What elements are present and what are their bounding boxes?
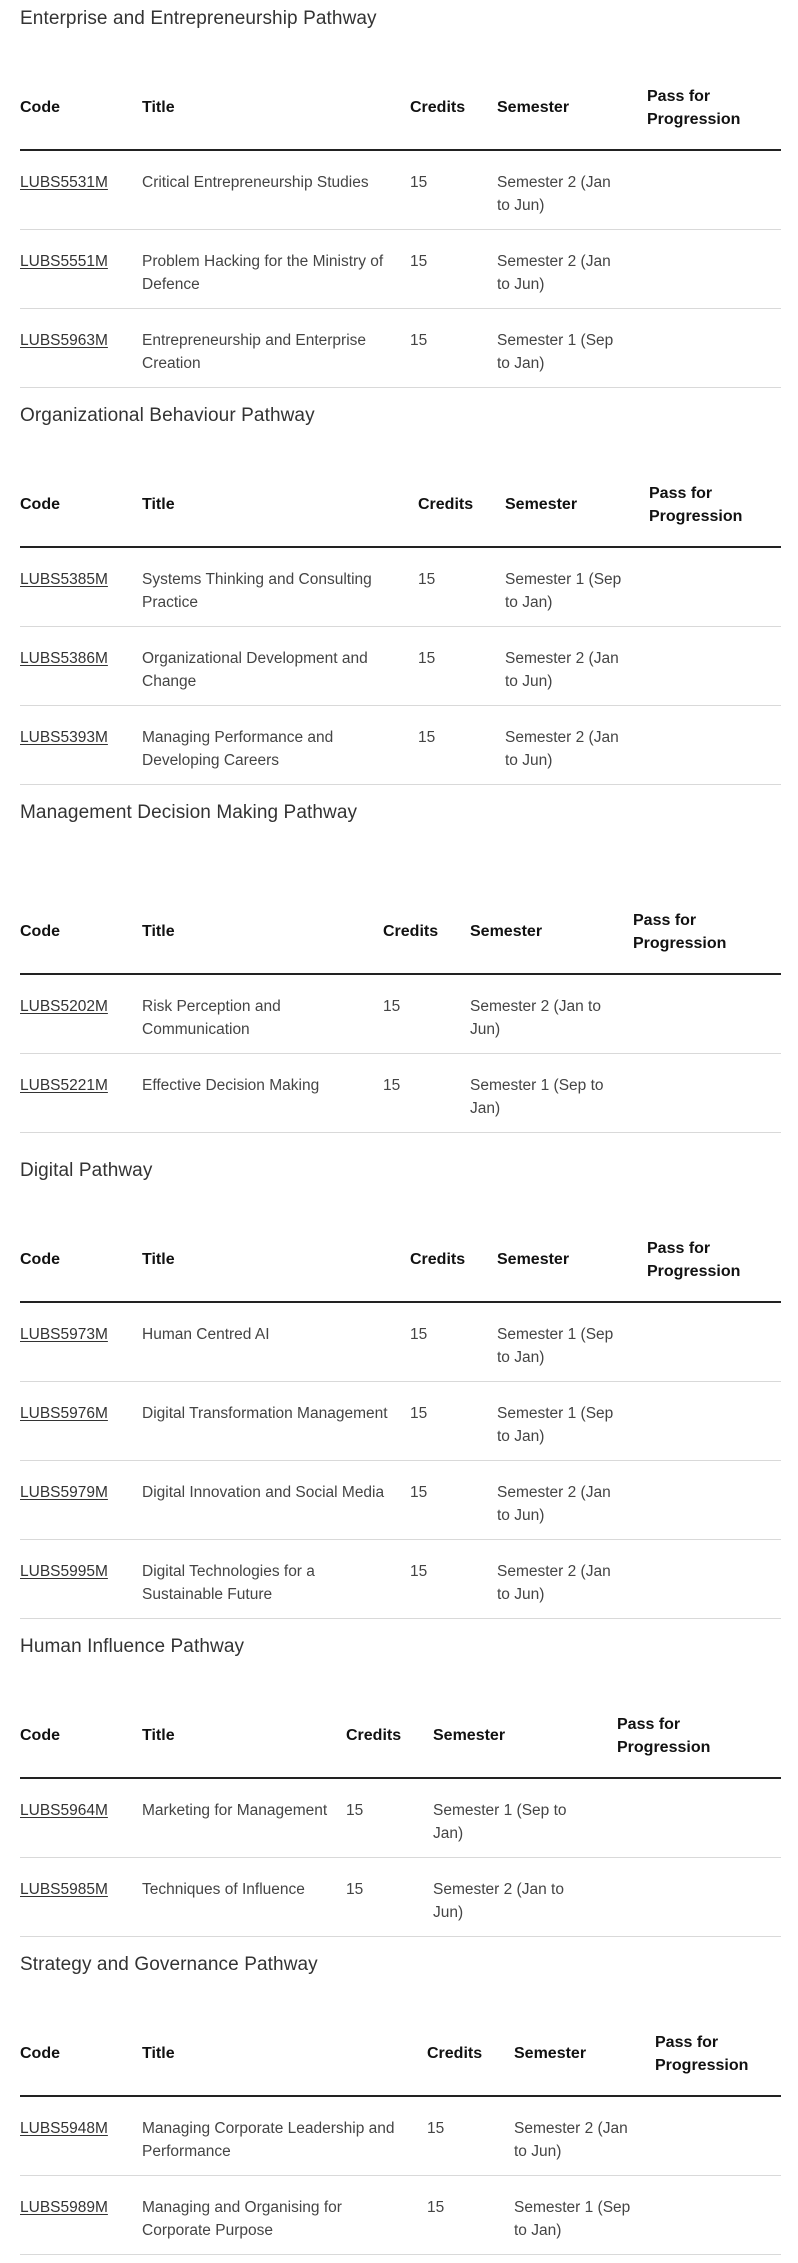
module-code-cell — [20, 2096, 142, 2175]
module-table — [20, 1218, 781, 1619]
pass-header-line-2: Progression — [649, 507, 743, 525]
code-header: Code — [20, 1694, 142, 1778]
module-semester-cell: Semester 1 (Sep to Jan) — [433, 1778, 617, 1857]
title-header: Title — [142, 2012, 427, 2096]
module-code-cell — [20, 1302, 142, 1381]
module-semester-cell: Semester 1 (Sep to Jan) — [470, 1053, 633, 1132]
pass-for-progression-header — [617, 1694, 781, 1778]
module-title-cell: Managing and Organising for Corporate Purpose — [142, 2175, 427, 2254]
module-semester-cell: Semester 1 (Sep to Jan) — [497, 1381, 647, 1460]
pass-header-line-1: Pass for — [647, 87, 711, 105]
pathway-title: Human Influence Pathway — [20, 1636, 245, 1657]
credits-header: Credits — [383, 890, 470, 974]
module-credits-cell: 15 — [346, 1857, 433, 1936]
module-credits-cell: 15 — [427, 2175, 514, 2254]
table-header-row — [20, 2012, 781, 2096]
module-code-link[interactable]: LUBS5963M — [20, 331, 108, 349]
module-credits-cell: 15 — [383, 974, 470, 1053]
module-semester-cell: Semester 2 (Jan to Jun) — [497, 150, 647, 229]
module-code-cell — [20, 1460, 142, 1539]
module-pass-cell — [647, 308, 781, 387]
code-header: Code — [20, 463, 142, 547]
module-semester-cell: Semester 1 (Sep to Jan) — [505, 547, 649, 626]
module-code-cell — [20, 1778, 142, 1857]
table-row — [20, 1381, 781, 1460]
module-credits-cell: 15 — [410, 150, 497, 229]
pathway-section — [20, 1954, 781, 2254]
module-code-link[interactable]: LUBS5973M — [20, 1326, 108, 1343]
module-title-cell: Effective Decision Making — [142, 1053, 383, 1132]
module-code-cell — [20, 1539, 142, 1618]
semester-header: Semester — [505, 463, 649, 547]
module-code-link[interactable]: LUBS5948M — [20, 2120, 108, 2137]
module-credits-cell: 15 — [410, 229, 497, 308]
code-header: Code — [20, 890, 142, 974]
module-pass-cell — [647, 150, 781, 229]
semester-header: Semester — [497, 1218, 647, 1302]
table-header-row — [20, 66, 781, 150]
module-code-link[interactable]: LUBS5964M — [20, 1802, 108, 1819]
pass-for-progression-header — [649, 463, 781, 547]
module-pass-cell — [649, 547, 781, 626]
module-code-cell — [20, 1381, 142, 1460]
credits-header: Credits — [418, 463, 505, 547]
module-pass-cell — [617, 1857, 781, 1936]
module-title-cell: Digital Technologies for a Sustainable Future — [142, 1539, 410, 1618]
table-row — [20, 308, 781, 387]
module-semester-cell: Semester 2 (Jan to Jun) — [505, 705, 649, 784]
title-header: Title — [142, 66, 410, 150]
semester-header: Semester — [470, 890, 633, 974]
module-credits-cell: 15 — [346, 1778, 433, 1857]
table-row — [20, 1778, 781, 1857]
module-credits-cell: 15 — [427, 2096, 514, 2175]
pass-header-line-1: Pass for — [655, 2033, 719, 2051]
title-header: Title — [142, 1694, 346, 1778]
module-title-cell: Problem Hacking for the Ministry of Defence — [142, 229, 410, 308]
pathway-title: Enterprise and Entrepreneurship Pathway — [20, 8, 377, 29]
module-code-link[interactable]: LUBS5202M — [20, 998, 108, 1015]
module-code-link[interactable]: LUBS5551M — [20, 252, 108, 270]
module-title-cell: Critical Entrepreneurship Studies — [142, 150, 410, 229]
module-pass-cell — [647, 1381, 781, 1460]
module-pass-cell — [647, 1460, 781, 1539]
table-row — [20, 1053, 781, 1132]
semester-header: Semester — [514, 2012, 655, 2096]
module-code-link[interactable]: LUBS5386M — [20, 649, 108, 667]
module-semester-cell: Semester 1 (Sep to Jan) — [497, 1302, 647, 1381]
module-pass-cell — [633, 1053, 781, 1132]
pathway-section — [20, 1636, 781, 1936]
table-row — [20, 229, 781, 308]
credits-header: Credits — [427, 2012, 514, 2096]
module-code-link[interactable]: LUBS5979M — [20, 1483, 108, 1501]
table-row — [20, 1539, 781, 1618]
pathway-section — [20, 405, 781, 784]
pathway-title: Strategy and Governance Pathway — [20, 1954, 318, 1975]
module-code-link[interactable]: LUBS5393M — [20, 728, 108, 746]
module-pass-cell — [617, 1778, 781, 1857]
module-pass-cell — [647, 1302, 781, 1381]
module-code-cell — [20, 150, 142, 229]
title-header: Title — [142, 890, 383, 974]
pathway-section — [20, 802, 781, 1132]
table-row — [20, 2096, 781, 2175]
credits-header: Credits — [410, 1218, 497, 1302]
table-row — [20, 2175, 781, 2254]
module-semester-cell: Semester 1 (Sep to Jan) — [514, 2175, 655, 2254]
module-table — [20, 2012, 781, 2255]
module-credits-cell: 15 — [383, 1053, 470, 1132]
title-header: Title — [142, 1218, 410, 1302]
module-semester-cell: Semester 2 (Jan to Jun) — [514, 2096, 655, 2175]
module-title-cell: Entrepreneurship and Enterprise Creation — [142, 308, 410, 387]
table-row — [20, 150, 781, 229]
module-code-cell — [20, 626, 142, 705]
module-code-cell — [20, 1053, 142, 1132]
module-code-cell — [20, 705, 142, 784]
module-code-cell — [20, 974, 142, 1053]
module-credits-cell: 15 — [410, 308, 497, 387]
table-row — [20, 1302, 781, 1381]
module-semester-cell: Semester 2 (Jan to Jun) — [470, 974, 633, 1053]
module-credits-cell: 15 — [410, 1460, 497, 1539]
module-title-cell: Techniques of Influence — [142, 1857, 346, 1936]
module-pass-cell — [649, 626, 781, 705]
module-credits-cell: 15 — [418, 547, 505, 626]
module-semester-cell: Semester 2 (Jan to Jun) — [505, 626, 649, 705]
pass-header-line-2: Progression — [617, 1738, 711, 1756]
credits-header: Credits — [410, 66, 497, 150]
pass-header-line-2: Progression — [647, 110, 741, 128]
code-header: Code — [20, 1218, 142, 1302]
pass-header-line-1: Pass for — [647, 1239, 711, 1257]
pathway-title: Management Decision Making Pathway — [20, 802, 358, 823]
module-code-link[interactable]: LUBS5985M — [20, 1880, 108, 1898]
module-code-cell — [20, 229, 142, 308]
pathway-section — [20, 1160, 781, 1618]
module-semester-cell: Semester 2 (Jan to Jun) — [433, 1857, 617, 1936]
module-code-link[interactable]: LUBS5221M — [20, 1076, 108, 1094]
module-title-cell: Organizational Development and Change — [142, 626, 418, 705]
table-row — [20, 1460, 781, 1539]
table-row — [20, 1857, 781, 1936]
module-code-cell — [20, 1857, 142, 1936]
module-credits-cell: 15 — [418, 705, 505, 784]
semester-header: Semester — [497, 66, 647, 150]
pathway-title: Organizational Behaviour Pathway — [20, 405, 315, 426]
module-pass-cell — [647, 229, 781, 308]
module-pass-cell — [655, 2175, 781, 2254]
module-code-cell — [20, 2175, 142, 2254]
module-credits-cell: 15 — [410, 1302, 497, 1381]
module-code-link[interactable]: LUBS5989M — [20, 2198, 108, 2216]
table-row — [20, 974, 781, 1053]
module-pass-cell — [649, 705, 781, 784]
pass-for-progression-header — [655, 2012, 781, 2096]
table-header-row — [20, 1218, 781, 1302]
module-title-cell: Systems Thinking and Consulting Practice — [142, 547, 418, 626]
module-table — [20, 463, 781, 785]
module-code-cell — [20, 547, 142, 626]
credits-header: Credits — [346, 1694, 433, 1778]
module-code-cell — [20, 308, 142, 387]
pathway-section — [20, 8, 781, 387]
module-title-cell: Managing Corporate Leadership and Performance — [142, 2096, 427, 2175]
pass-for-progression-header — [633, 890, 781, 974]
table-header-row — [20, 463, 781, 547]
module-title-cell: Risk Perception and Communication — [142, 974, 383, 1053]
module-credits-cell: 15 — [410, 1539, 497, 1618]
module-credits-cell: 15 — [418, 626, 505, 705]
pass-header-line-1: Pass for — [633, 911, 697, 929]
module-table — [20, 890, 781, 1133]
module-pass-cell — [655, 2096, 781, 2175]
module-title-cell: Marketing for Management — [142, 1778, 346, 1857]
table-row — [20, 705, 781, 784]
pass-header-line-1: Pass for — [617, 1715, 681, 1733]
pass-for-progression-header — [647, 66, 781, 150]
code-header: Code — [20, 66, 142, 150]
module-title-cell: Digital Innovation and Social Media — [142, 1460, 410, 1539]
table-header-row — [20, 890, 781, 974]
code-header: Code — [20, 2012, 142, 2096]
module-title-cell: Managing Performance and Developing Careers — [142, 705, 418, 784]
module-title-cell: Digital Transformation Management — [142, 1381, 410, 1460]
semester-header: Semester — [433, 1694, 617, 1778]
table-row — [20, 547, 781, 626]
module-semester-cell: Semester 2 (Jan to Jun) — [497, 229, 647, 308]
module-code-link[interactable]: LUBS5995M — [20, 1562, 108, 1580]
module-pass-cell — [647, 1539, 781, 1618]
pass-header-line-2: Progression — [647, 1262, 741, 1280]
pass-header-line-2: Progression — [655, 2056, 749, 2074]
pathway-title: Digital Pathway — [20, 1160, 153, 1181]
module-code-link[interactable]: LUBS5531M — [20, 174, 108, 191]
pass-header-line-1: Pass for — [649, 484, 713, 502]
module-semester-cell: Semester 2 (Jan to Jun) — [497, 1460, 647, 1539]
module-code-link[interactable]: LUBS5976M — [20, 1404, 108, 1422]
pass-header-line-2: Progression — [633, 934, 727, 952]
table-row — [20, 626, 781, 705]
title-header: Title — [142, 463, 418, 547]
module-code-link[interactable]: LUBS5385M — [20, 571, 108, 588]
module-title-cell: Human Centred AI — [142, 1302, 410, 1381]
table-header-row — [20, 1694, 781, 1778]
module-semester-cell: Semester 1 (Sep to Jan) — [497, 308, 647, 387]
pass-for-progression-header — [647, 1218, 781, 1302]
module-pass-cell — [633, 974, 781, 1053]
module-table — [20, 66, 781, 388]
module-table — [20, 1694, 781, 1937]
module-credits-cell: 15 — [410, 1381, 497, 1460]
module-semester-cell: Semester 2 (Jan to Jun) — [497, 1539, 647, 1618]
